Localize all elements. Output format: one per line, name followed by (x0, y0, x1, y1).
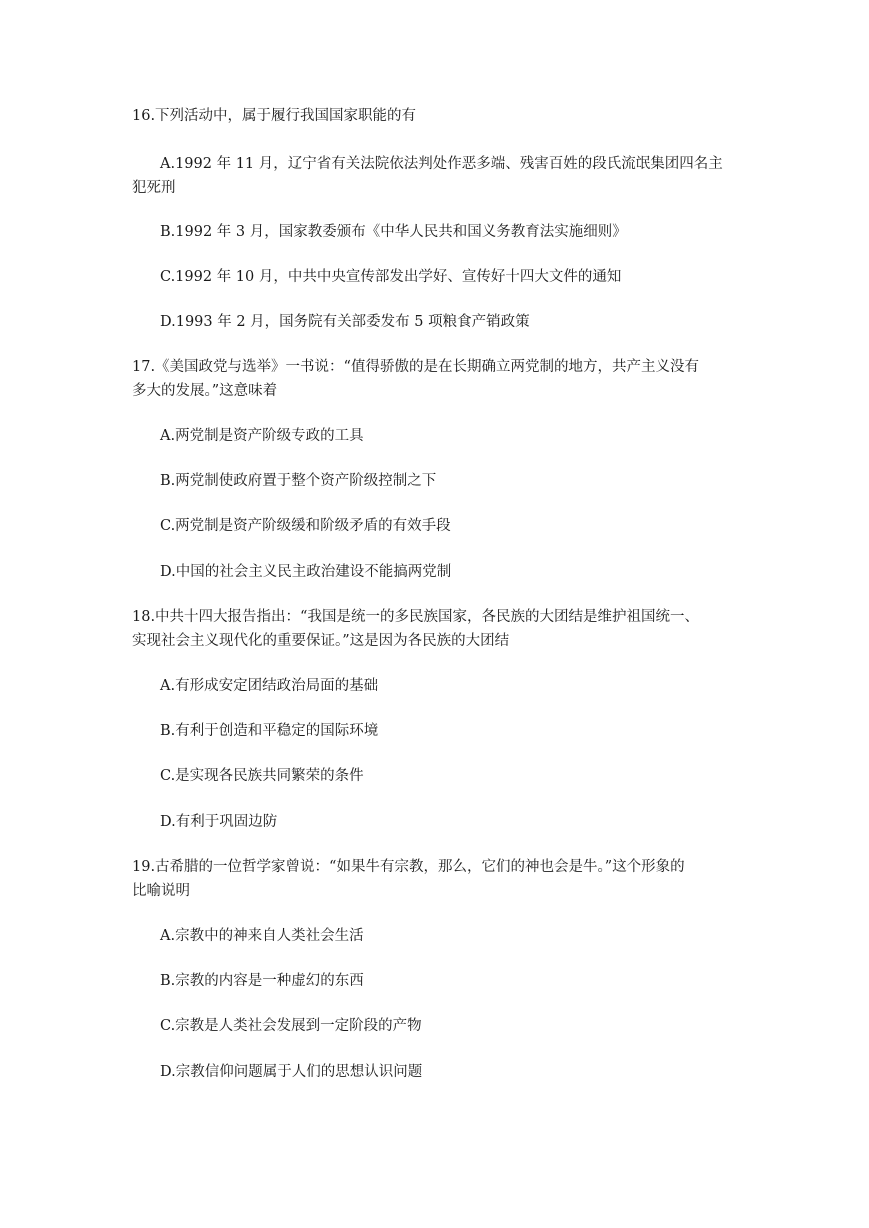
question-17-option-d: D.中国的社会主义民主政治建设不能搞两党制 (160, 564, 452, 580)
question-19-stem-cont: 比喻说明 (132, 883, 190, 899)
question-18-stem-cont: 实现社会主义现代化的重要保证。”这是因为各民族的大团结 (132, 633, 510, 649)
question-17-stem: 17.《美国政党与选举》一书说：“值得骄傲的是在长期确立两党制的地方，共产主义没有 (132, 359, 699, 375)
question-19-option-b: B.宗教的内容是一种虚幻的东西 (160, 973, 364, 989)
question-19-option-c: C.宗教是人类社会发展到一定阶段的产物 (160, 1018, 422, 1034)
question-18-option-a: A.有形成安定团结政治局面的基础 (160, 678, 379, 694)
question-16-option-c: C.1992 年 10 月，中共中央宣传部发出学好、宣传好十四大文件的通知 (160, 269, 622, 285)
question-19-option-d: D.宗教信仰问题属于人们的思想认识问题 (160, 1064, 423, 1080)
question-16-option-d: D.1993 年 2 月，国务院有关部委发布 5 项粮食产销政策 (160, 314, 530, 330)
question-18-stem: 18.中共十四大报告指出：“我国是统一的多民族国家，各民族的大团结是维护祖国统一、 (132, 609, 699, 625)
question-17-stem-cont: 多大的发展。”这意味着 (132, 383, 278, 399)
question-17-option-c: C.两党制是资产阶级缓和阶级矛盾的有效手段 (160, 518, 451, 534)
question-18-option-b: B.有利于创造和平稳定的国际环境 (160, 723, 379, 739)
question-17-option-a: A.两党制是资产阶级专政的工具 (160, 428, 364, 444)
question-16-stem: 16.下列活动中，属于履行我国国家职能的有 (132, 108, 417, 124)
question-19-stem: 19.古希腊的一位哲学家曾说：“如果牛有宗教，那么，它们的神也会是牛。”这个形象的 (132, 859, 685, 875)
question-18-option-d: D.有利于巩固边防 (160, 814, 278, 830)
question-17-option-b: B.两党制使政府置于整个资产阶级控制之下 (160, 473, 437, 489)
question-16-option-b: B.1992 年 3 月，国家教委颁布《中华人民共和国义务教育法实施细则》 (160, 224, 627, 240)
question-16-option-a: A.1992 年 11 月，辽宁省有关法院依法判处作恶多端、残害百姓的段氏流氓集团四名主 (160, 156, 723, 172)
question-19-option-a: A.宗教中的神来自人类社会生活 (160, 928, 364, 944)
question-16-option-a-cont: 犯死刑 (132, 180, 176, 196)
question-18-option-c: C.是实现各民族共同繁荣的条件 (160, 768, 364, 784)
